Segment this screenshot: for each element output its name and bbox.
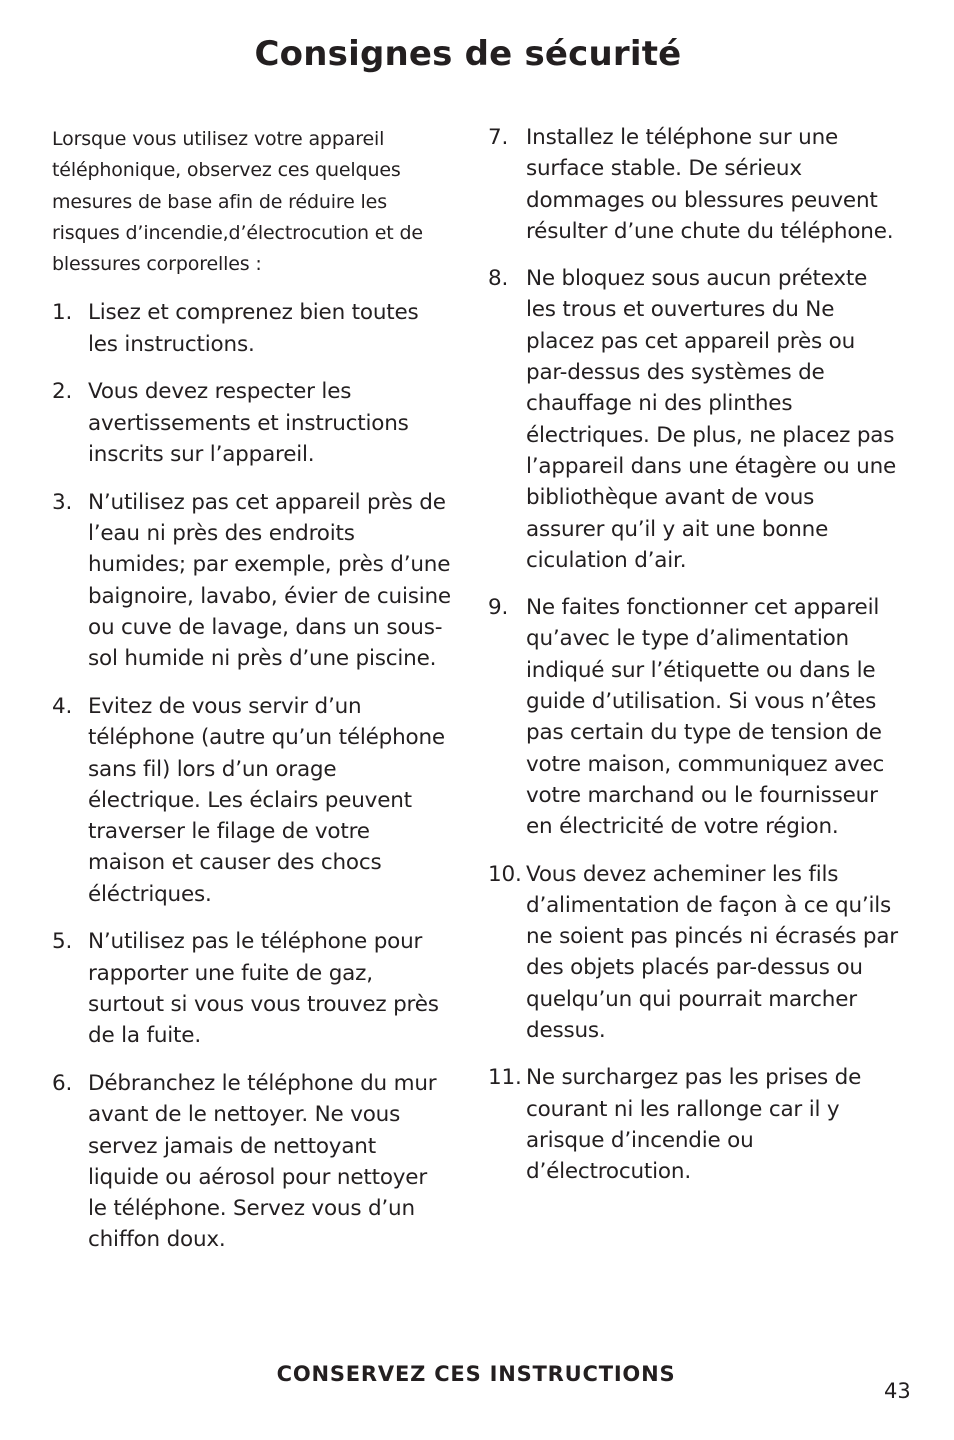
instruction-item-8	[488, 263, 898, 576]
instruction-list-right	[488, 122, 898, 1188]
instruction-number: 5.	[52, 929, 73, 955]
instruction-text: Installez le téléphone sur une surface stable. De sérieux dommages ou blessures peuvent résulter d’une chute du téléphone.	[526, 125, 894, 244]
instruction-item-11	[488, 1062, 898, 1187]
page-title: Consignes de sécurité	[254, 34, 682, 74]
left-column	[52, 124, 452, 1272]
instruction-text: Ne faites fonctionner cet appareil qu’avec le type d’alimentation indiqué sur l’étiquette ou dans le guide d’utilisation. Si vous n’êtes pas certain du type de tension de votre maison, communiquez avec votre marchand ou le fournisseur en électricité de votre région.	[526, 595, 885, 840]
instruction-item-6	[52, 1068, 452, 1256]
instruction-text: Evitez de vous servir d’un téléphone (autre qu’un téléphone sans fil) lors d’un orage électrique. Les éclairs peuvent traverser le filage de votre maison et causer des chocs éléctriques.	[88, 693, 445, 907]
instruction-item-10	[488, 859, 898, 1047]
instruction-number: 8.	[488, 266, 509, 292]
instruction-item-1	[52, 297, 452, 360]
instruction-number: 11.	[488, 1065, 522, 1091]
instruction-text: Vous devez acheminer les fils d’alimentation de façon à ce qu’ils ne soient pas pincés ni écrasés par des objets placés par-dessus ou quelqu’un qui pourrait marcher dessus.	[526, 861, 898, 1044]
instruction-text: Vous devez respecter les avertissements et instructions inscrits sur l’appareil.	[88, 379, 409, 468]
footer-caption: CONSERVEZ CES INSTRUCTIONS	[276, 1362, 676, 1386]
instruction-text: N’utilisez pas le téléphone pour rapporter une fuite de gaz, surtout si vous vous trouvez près de la fuite.	[88, 929, 439, 1049]
instruction-number: 10.	[488, 861, 522, 887]
instruction-item-2	[52, 376, 452, 470]
instruction-number: 6.	[52, 1070, 73, 1096]
instruction-list-left	[52, 297, 452, 1255]
instruction-text: Ne surchargez pas les prises de courant ni les rallonge car il y arisque d’incendie ou d’électrocution.	[526, 1065, 862, 1185]
instruction-item-7	[488, 122, 898, 247]
right-column	[488, 124, 898, 1206]
instruction-item-9	[488, 592, 898, 842]
page-number: 43	[884, 1379, 911, 1403]
instruction-item-4	[52, 691, 452, 910]
instruction-number: 2.	[52, 379, 73, 405]
instruction-number: 1.	[52, 300, 73, 326]
instruction-number: 3.	[52, 489, 73, 515]
instruction-number: 9.	[488, 595, 509, 621]
instruction-item-5	[52, 926, 452, 1051]
instruction-number: 4.	[52, 693, 73, 719]
intro-paragraph: Lorsque vous utilisez votre appareil téléphonique, observez ces quelques mesures de base afin de réduire les risques d’incendie,d’électrocution et de blessures corporelles :	[52, 128, 423, 276]
instruction-item-3	[52, 487, 452, 675]
instruction-text: Lisez et comprenez bien toutes les instructions.	[88, 300, 419, 357]
instruction-number: 7.	[488, 125, 509, 150]
instruction-text: N’utilisez pas cet appareil près de l’eau ni près des endroits humides; par exemple, près d’une baignoire, lavabo, évier de cuisine ou cuve de lavage, dans un sous-sol humide ni près d’une piscine.	[88, 489, 451, 672]
instruction-text: Ne bloquez sous aucun prétexte les trous et ouvertures du Ne placez pas cet appareil près ou par-dessus des systèmes de chauffage ni des plinthes électriques. De plus, ne placez pas l’appareil dans une étagère ou une bibliothèque avant de vous assurer qu’il y ait une bonne ciculation d’air.	[526, 266, 897, 573]
instruction-text: Débranchez le téléphone du mur avant de le nettoyer. Ne vous servez jamais de nettoyant liquide ou aérosol pour nettoyer le téléphone. Servez vous d’un chiffon doux.	[88, 1070, 437, 1253]
